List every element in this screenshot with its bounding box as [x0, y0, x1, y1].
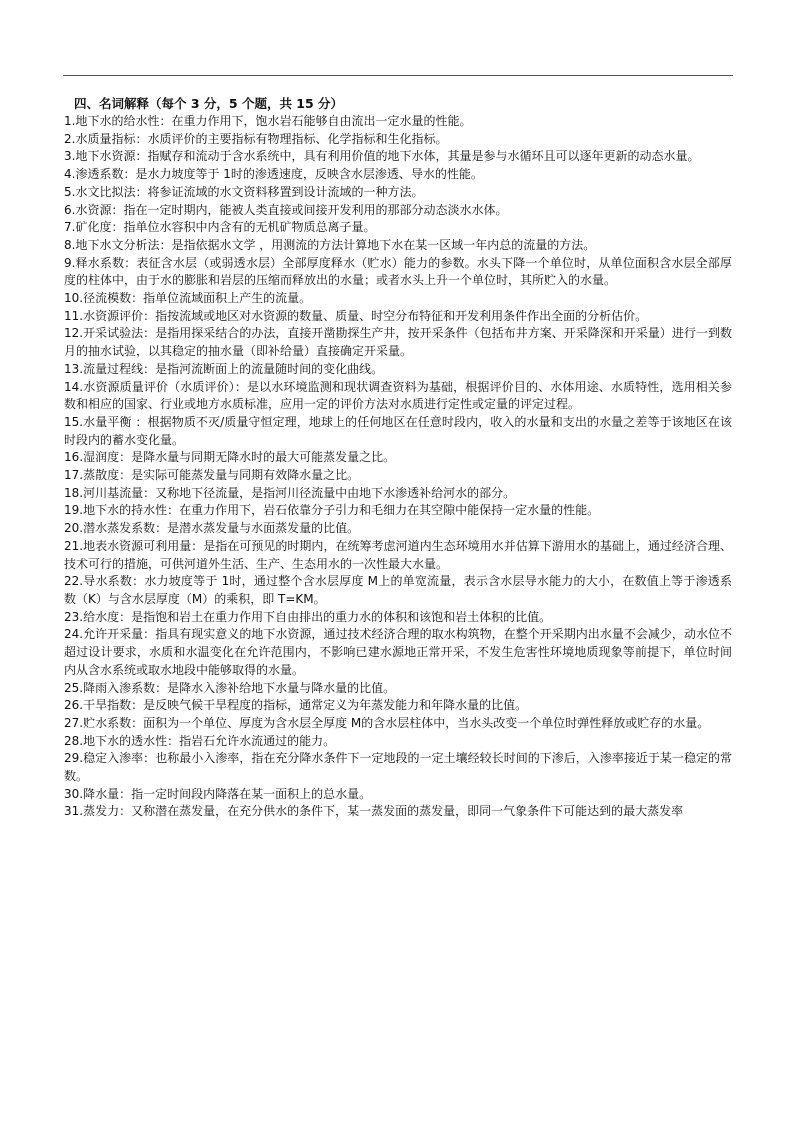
term-definition: 4.渗透系数：是水力坡度等于 1时的渗透速度，反映含水层渗透、导水的性能。 — [64, 167, 483, 182]
term-definition: 2.水质量指标：水质评价的主要指标有物理指标、化学指标和生化指标。 — [64, 131, 448, 146]
term-definition: 31.蒸发力：又称潜在蒸发量，在充分供水的条件下，某一蒸发面的蒸发量，即同一气象条件下可能达到的最大蒸发率 — [64, 804, 684, 819]
section-heading: 四、名词解释（每个 3 分，5 个题，共 15 分） — [74, 96, 344, 111]
term-definition: 17.蒸散度：是实际可能蒸发量与同期有效降水量之比。 — [64, 468, 360, 483]
term-definition: 21.地表水资源可利用量：是指在可预见的时期内，在统筹考虑河道内生态环境用水并估算下游用水的基础上，通过经济合理、技术可行的措施，可供河道外生活、生产、生态用水的一次性最大水量。 — [64, 538, 732, 571]
term-definition: 1.地下水的给水性：在重力作用下，饱水岩石能够自由流出一定水量的性能。 — [64, 114, 472, 128]
term-definition: 15.水量平衡 ：根据物质不灭/质量守恒定理，地球上的任何地区在任意时段内，收入的水量和支出的水量之差等于该地区在该时段内的蓄水变化量。 — [64, 414, 732, 447]
term-definition: 3.地下水资源：指赋存和流动于含水系统中，具有利用价值的地下水体，其量是参与水循环且可以逐年更新的动态水量。 — [64, 149, 700, 164]
term-definition: 14.水资源质量评价（水质评价）：是以水环境监测和现状调查资料为基础，根据评价目的、水体用途、水质特性，选用相关参数和相应的国家、行业或地方水质标准，应用一定的评价方法对水质进行定性或定量的评定过程。 — [64, 379, 732, 412]
term-definition: 20.潜水蒸发系数：是潜水蒸发量与水面蒸发量的比值。 — [64, 521, 360, 536]
term-definition: 30.降水量：指一定时间段内降落在某一面积上的总水量。 — [64, 786, 372, 801]
section-content — [64, 95, 732, 821]
header-rule — [63, 75, 733, 76]
term-definition: 26.干旱指数：是反映气候干旱程度的指标，通常定义为年蒸发能力和年降水量的比值。 — [64, 698, 528, 713]
term-definition: 24.允许开采量：指具有现实意义的地下水资源，通过技术经济合理的取水构筑物，在整个开采期内出水量不会减少，动水位不超过设计要求，水质和水温变化在允许范围内，不影响已建水源地正常开采，不发生危害性环境地质现象等前提下，单位时间内从含水系统或取水地段中能够取得的水量。 — [64, 627, 732, 677]
term-definition: 9.释水系数：表征含水层（或弱透水层）全部厚度释水（贮水）能力的参数。水头下降一个单位时，从单位面积含水层全部厚度的柱体中，由于水的膨胀和岩层的压缩而释放出的水量；或者水头上升一个单位时，其所贮入的水量。 — [64, 255, 732, 288]
term-definition: 18.河川基流量：又称地下径流量，是指河川径流量中由地下水渗透补给河水的部分。 — [64, 485, 516, 500]
term-definition: 13.流量过程线：是指河流断面上的流量随时间的变化曲线。 — [64, 361, 384, 376]
term-definition: 23.给水度：是指饱和岩土在重力作用下自由排出的重力水的体积和该饱和岩土体积的比值。 — [64, 609, 552, 624]
term-definition: 19.地下水的持水性：在重力作用下，岩石依靠分子引力和毛细力在其空隙中能保持一定水量的性能。 — [64, 503, 600, 518]
term-definition: 7.矿化度：指单位水容积中内含有的无机矿物质总离子量。 — [64, 220, 376, 235]
term-list — [64, 113, 732, 821]
term-definition: 5.水文比拟法：将参证流域的水文资料移置到设计流域的一种方法。 — [64, 184, 424, 199]
term-definition: 12.开采试验法：是指用探采结合的办法，直接开凿勘探生产井，按开采条件（包括布井方案、开采降深和开采量）进行一到数月的抽水试验，以其稳定的抽水量（即补给量）直接确定开采量。 — [64, 326, 732, 359]
term-definition: 29.稳定入渗率：也称最小入渗率，指在充分降水条件下一定地段的一定土壤经较长时间的下渗后，入渗率接近于某一稳定的常数。 — [64, 751, 732, 784]
term-definition: 6.水资源：指在一定时期内，能被人类直接或间接开发利用的那部分动态淡水水体。 — [64, 202, 508, 217]
term-definition: 22.导水系数：水力坡度等于 1时，通过整个含水层厚度 M上的单宽流量，表示含水层导水能力的大小，在数值上等于渗透系数（K）与含水层厚度（M）的乘积，即 T=KM。 — [64, 574, 732, 606]
term-definition: 25.降雨入渗系数：是降水入渗补给地下水量与降水量的比值。 — [64, 680, 396, 695]
term-definition: 8.地下水文分析法：是指依据水文学 ，用测流的方法计算地下水在某一区域一年内总的流量的方法。 — [64, 237, 596, 252]
term-definition: 27.贮水系数：面积为一个单位、厚度为含水层全厚度 M的含水层柱体中，当水头改变一个单位时弹性释放或贮存的水量。 — [64, 715, 710, 730]
term-definition: 10.径流模数：指单位流域面积上产生的流量。 — [64, 291, 312, 306]
term-definition: 28.地下水的透水性：指岩石允许水流通过的能力。 — [64, 733, 336, 748]
term-definition: 11.水资源评价：指按流域或地区对水资源的数量、质量、时空分布特征和开发利用条件作出全面的分析估价。 — [64, 308, 648, 323]
term-definition: 16.湿润度：是降水量与同期无降水时的最大可能蒸发量之比。 — [64, 450, 396, 465]
